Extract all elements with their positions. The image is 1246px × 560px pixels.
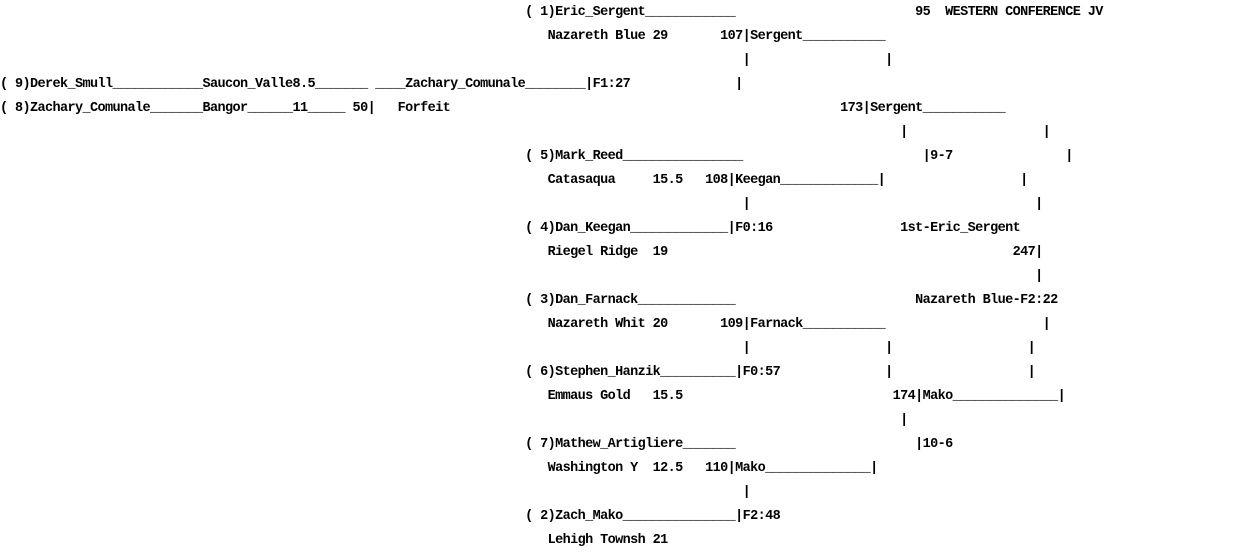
bracket-line: ( 4)Dan_Keegan_____________|F0:16 1st-Eric_Sergent	[0, 221, 1021, 236]
bracket-line: |	[0, 269, 1043, 284]
bracket-line: ( 1)Eric_Sergent____________ 95 WESTERN CONFERENCE JV	[0, 5, 1103, 20]
bracket-line: ( 3)Dan_Farnack_____________ Nazareth Blue-F2:22	[0, 293, 1058, 308]
bracket-line: | |	[0, 197, 1043, 212]
bracket-line: ( 8)Zachary_Comunale_______Bangor______11_____ 50| Forfeit 173|Sergent___________	[0, 101, 1006, 116]
bracket-line: | |	[0, 53, 893, 68]
bracket-line: |	[0, 413, 908, 428]
bracket-line: Emmaus Gold 15.5 174|Mako______________|	[0, 389, 1066, 404]
bracket-line: | | |	[0, 341, 1036, 356]
bracket-line: |	[0, 485, 751, 500]
bracket-line: ( 9)Derek_Smull____________Saucon_Valle8.5_______ ____Zachary_Comunale________|F1:27 |	[0, 77, 743, 92]
bracket-line: ( 2)Zach_Mako_______________|F2:48	[0, 509, 781, 524]
bracket-line: Nazareth Blue 29 107|Sergent___________	[0, 29, 886, 44]
bracket-line: Nazareth Whit 20 109|Farnack___________ |	[0, 317, 1051, 332]
bracket-line: Washington Y 12.5 110|Mako______________|	[0, 461, 878, 476]
bracket-line: Lehigh Townsh 21	[0, 533, 668, 548]
bracket-line: ( 6)Stephen_Hanzik__________|F0:57 | |	[0, 365, 1036, 380]
bracket-line: Riegel Ridge 19 247|	[0, 245, 1043, 260]
bracket-line: | |	[0, 125, 1051, 140]
bracket-line: ( 7)Mathew_Artigliere_______ |10-6	[0, 437, 953, 452]
bracket-line: Catasaqua 15.5 108|Keegan_____________| |	[0, 173, 1028, 188]
bracket-line: ( 5)Mark_Reed________________ |9-7 |	[0, 149, 1073, 164]
